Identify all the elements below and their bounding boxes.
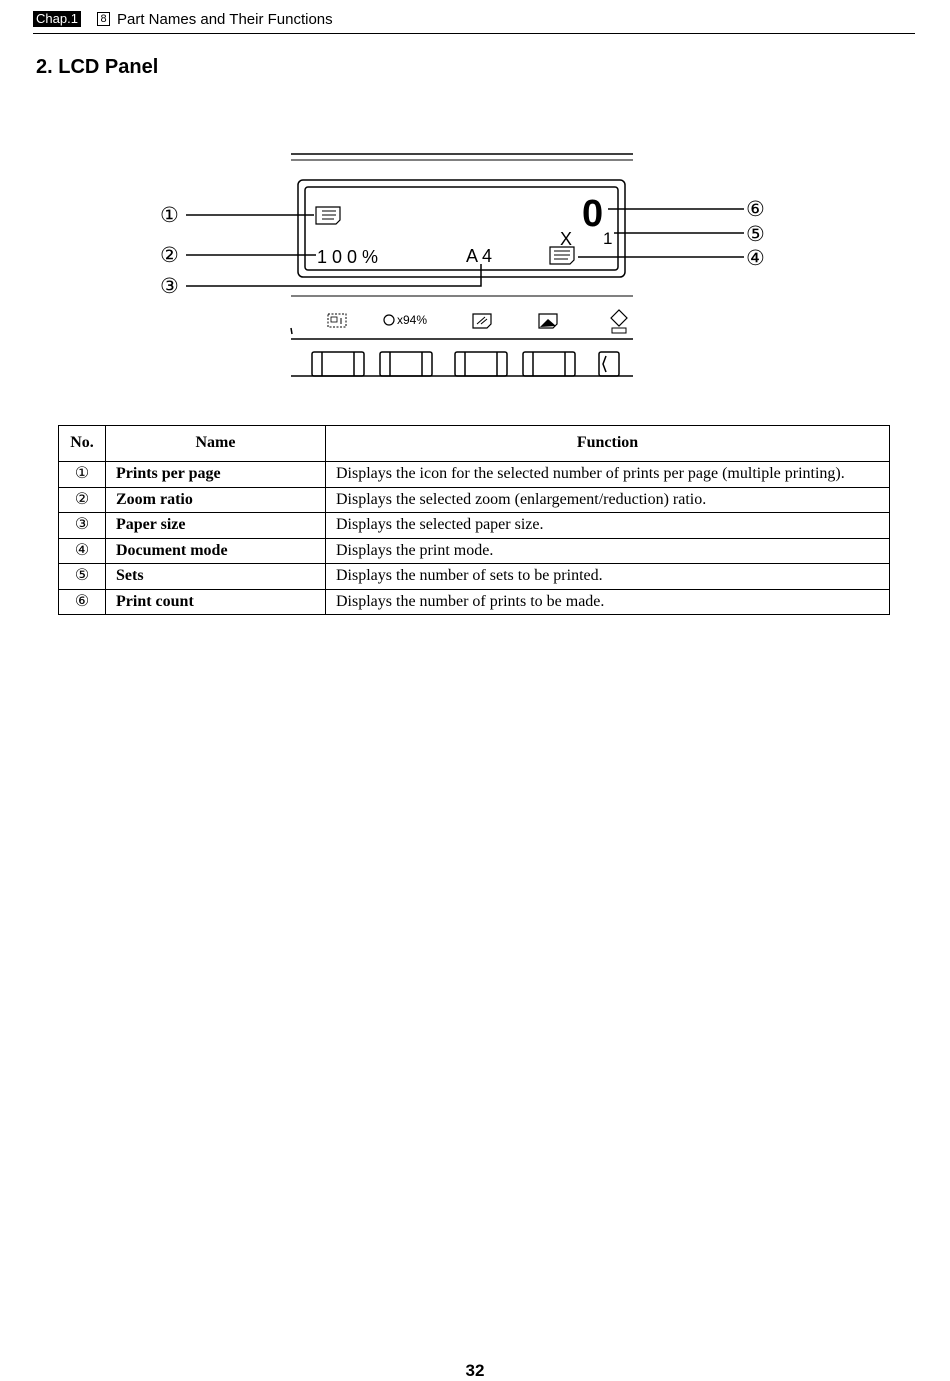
sets-x-label: X	[560, 229, 573, 249]
callout-5: ⑤	[746, 223, 765, 246]
callout-6: ⑥	[746, 198, 765, 221]
text-mode-key-icon	[473, 314, 491, 328]
row-function: Displays the number of sets to be printed.	[326, 564, 890, 590]
row-name: Zoom ratio	[106, 487, 326, 513]
row-function: Displays the icon for the selected number of prints per page (multiple printing).	[326, 462, 890, 488]
page-number: 32	[465, 1361, 485, 1380]
row-function: Displays the selected zoom (enlargement/reduction) ratio.	[326, 487, 890, 513]
lcd-function-keys	[312, 352, 619, 376]
print-count-display: 0	[582, 193, 604, 235]
row-name: Document mode	[106, 538, 326, 564]
table-row	[59, 538, 890, 564]
header-name: Name	[106, 426, 326, 462]
callout-leaders	[186, 209, 744, 286]
photo-mode-key-icon	[539, 314, 557, 328]
row-function: Displays the selected paper size.	[326, 513, 890, 539]
table-row	[59, 513, 890, 539]
prints-per-page-icon	[316, 207, 340, 224]
preset-zoom-label: x94%	[397, 313, 428, 327]
row-name: Sets	[106, 564, 326, 590]
header-no: No.	[59, 426, 106, 462]
lcd-panel-diagram	[0, 0, 950, 400]
function-key-3	[455, 352, 507, 376]
table-header-row	[59, 426, 890, 462]
row-no: ②	[59, 487, 106, 513]
row-function: Displays the print mode.	[326, 538, 890, 564]
header-title: Part Names and Their Functions	[117, 11, 333, 28]
row-no: ③	[59, 513, 106, 539]
function-key-2	[380, 352, 432, 376]
zoom-ratio-display: 1 0 0 %	[317, 247, 379, 267]
row-name: Print count	[106, 589, 326, 615]
callout-2: ②	[160, 244, 179, 267]
function-key-5	[599, 352, 619, 376]
function-table	[58, 425, 890, 615]
function-key-1	[312, 352, 364, 376]
callout-3: ③	[160, 275, 179, 298]
document-mode-icon	[550, 247, 574, 264]
table-row	[59, 487, 890, 513]
row-no: ⑥	[59, 589, 106, 615]
preset-zoom-indicator-icon	[384, 315, 394, 325]
row-name: Paper size	[106, 513, 326, 539]
section-number-box: 8	[97, 12, 110, 26]
callout-1: ①	[160, 204, 179, 227]
paper-size-display: A 4	[466, 246, 493, 266]
table-row	[59, 462, 890, 488]
sets-value: 1	[603, 229, 613, 248]
function-key-4	[523, 352, 575, 376]
table-row	[59, 564, 890, 590]
row-name: Prints per page	[106, 462, 326, 488]
table-row	[59, 589, 890, 615]
header-function: Function	[326, 426, 890, 462]
chapter-badge: Chap.1	[33, 11, 81, 27]
ink-saving-key-icon	[611, 310, 627, 333]
section-heading: 2. LCD Panel	[36, 56, 159, 78]
multi-print-key-icon	[328, 314, 346, 327]
row-no: ①	[59, 462, 106, 488]
callout-4: ④	[746, 247, 765, 270]
row-no: ⑤	[59, 564, 106, 590]
row-no: ④	[59, 538, 106, 564]
row-function: Displays the number of prints to be made.	[326, 589, 890, 615]
